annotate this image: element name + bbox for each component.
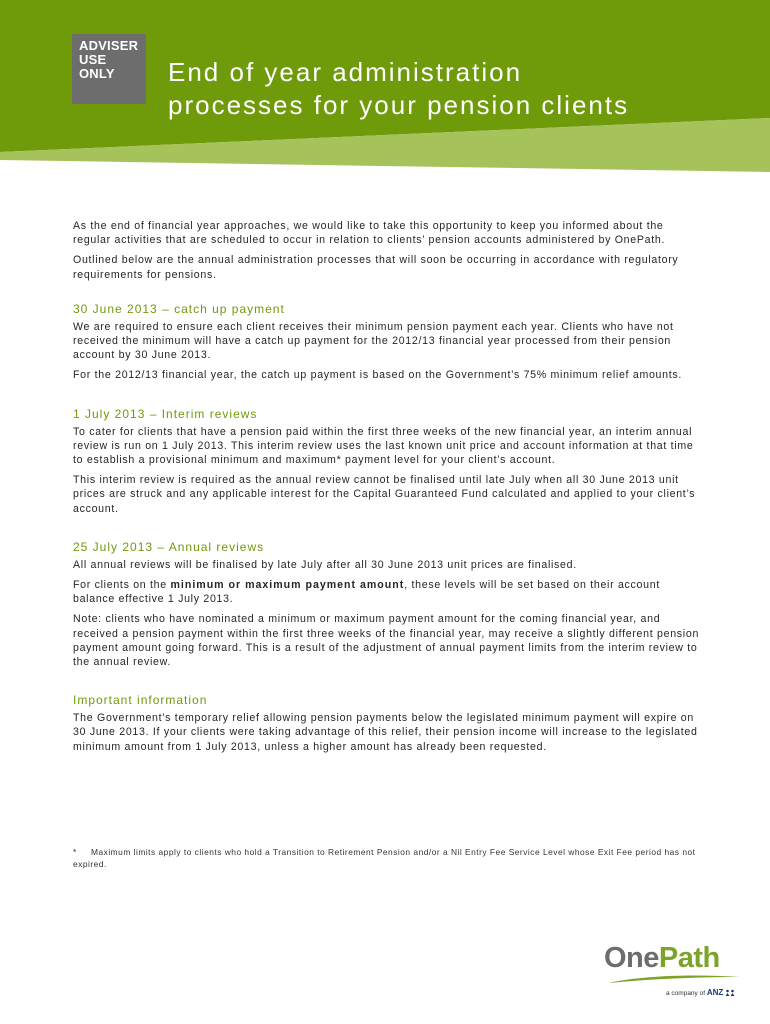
section-heading: 30 June 2013 – catch up payment	[73, 301, 285, 316]
section-paragraph: To cater for clients that have a pension paid within the first three weeks of the new financial year, an interim annual review is run on 1 July 2013. This interim review uses the last known unit price and account information at that time to establish a provisional minimum and maximum* payment level for your client’s account.	[73, 425, 694, 467]
text-run: , these levels will be set based on their account balance effective 1 July 2013.	[73, 579, 660, 606]
section-paragraph: This interim review is required as the annual review cannot be finalised until late July when all 30 June 2013 unit prices are struck and any applicable interest for the Capital Guaranteed Fund calculated and applied to your client’s account.	[73, 474, 696, 515]
badge-line: ONLY	[79, 66, 115, 81]
footnote-text: Maximum limits apply to clients who hold a Transition to Retirement Pension and/or a Nil Entry Fee Service Level whose Exit Fee period has not expired.	[73, 847, 696, 869]
logo-tagline	[666, 988, 735, 997]
intro-paragraph: As the end of financial year approaches, we would like to take this opportunity to keep you informed about the regular activities that are scheduled to occur in relation to clients’ pension accounts administered by OnePath.	[73, 220, 666, 247]
logo-anz: ANZ	[706, 988, 724, 997]
logo-wordmark	[604, 942, 720, 974]
section-catch-up-payment	[73, 302, 703, 383]
title-line: processes for your pension clients	[168, 90, 630, 120]
section-heading: 25 July 2013 – Annual reviews	[73, 539, 265, 554]
title-line: End of year administration	[168, 57, 523, 87]
intro-paragraph: Outlined below are the annual administration processes that will soon be occurring in accordance with regulatory requirements for pensions.	[73, 254, 679, 281]
footnote	[73, 846, 703, 870]
badge-line: ADVISER	[79, 38, 139, 53]
section-paragraph: Note: clients who have nominated a minimum or maximum payment amount for the coming financial year, and received a pension payment within the first three weeks of the financial year, may receive a slightly different pension payment amount going forward. This is a result of the adjustment of annual payment limits from the interim review to the annual review.	[73, 613, 700, 669]
badge-line: USE	[79, 52, 107, 67]
document-body	[73, 219, 703, 760]
section-annual-reviews	[73, 540, 703, 669]
section-important-information	[73, 693, 703, 754]
section-paragraph: The Government’s temporary relief allowing pension payments below the legislated minimum payment will expire on 30 June 2013. If your clients were taking advantage of this relief, their pension income will increase to the legislated minimum amount from 1 July 2013, unless a higher amount has already been requested.	[73, 712, 698, 753]
section-heading: Important information	[73, 693, 208, 708]
section-interim-reviews	[73, 407, 703, 516]
anz-people-icon	[725, 989, 735, 997]
text-run: For clients on the	[73, 579, 171, 592]
section-paragraph: For the 2012/13 financial year, the catch up payment is based on the Government’s 75% minimum relief amounts.	[73, 369, 683, 382]
logo-word-one: One	[604, 942, 659, 974]
footnote-marker: *	[73, 847, 77, 857]
section-paragraph: All annual reviews will be finalised by late July after all 30 June 2013 unit prices are finalised.	[73, 558, 577, 571]
logo-word-path: Path	[658, 942, 720, 974]
logo-tag-text: a company of	[666, 990, 706, 997]
section-paragraph: We are required to ensure each client receives their minimum pension payment each year. Clients who have not received the minimum will have a catch up payment for the 2012/13 financial year processed from their pension account by 30 June 2013.	[73, 320, 674, 362]
section-paragraph	[73, 578, 703, 606]
onepath-logo	[604, 942, 744, 1006]
logo-swoosh-icon	[606, 974, 742, 984]
section-heading: 1 July 2013 – Interim reviews	[73, 406, 258, 421]
page-title	[168, 56, 748, 122]
adviser-use-only-badge	[72, 34, 146, 104]
bold-text-run: minimum or maximum payment amount	[170, 579, 405, 592]
